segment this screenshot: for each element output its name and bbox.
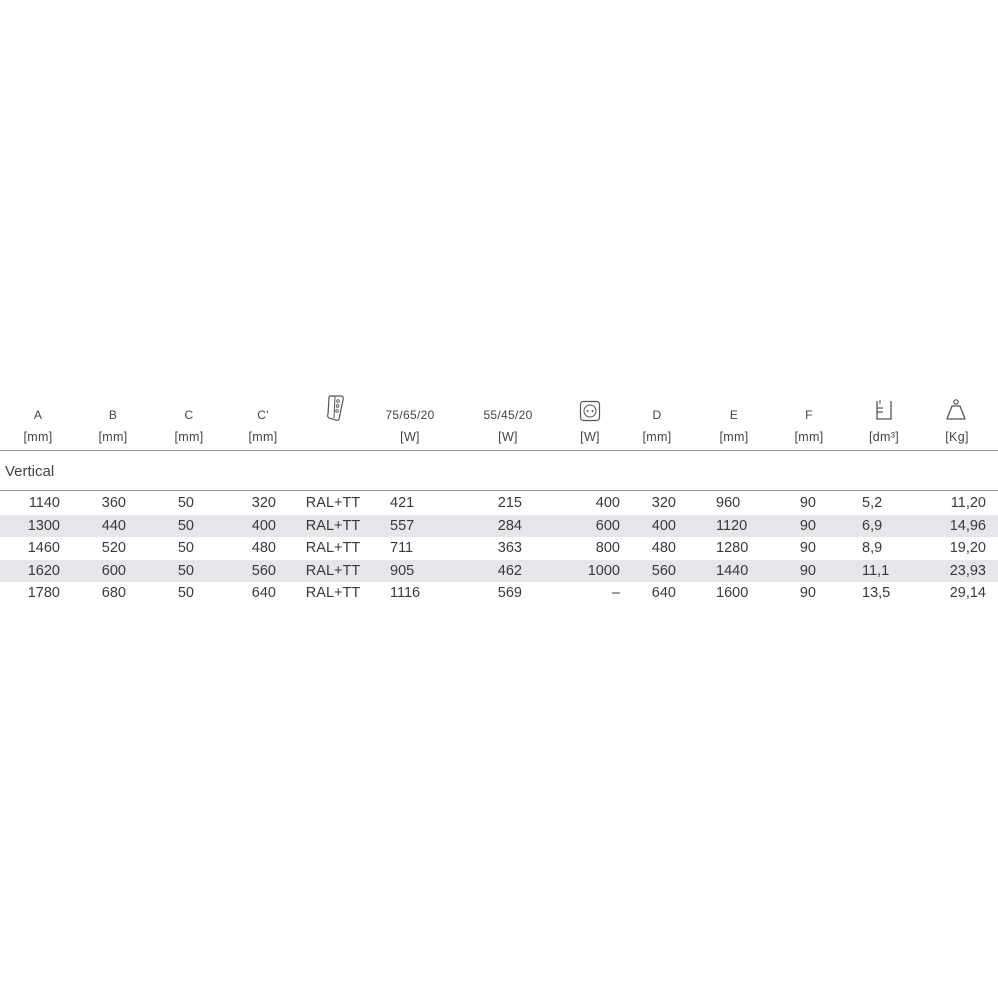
table-cell-e: 1440 (716, 562, 749, 579)
col-color-unit (316, 424, 356, 450)
table-cell-e: 1280 (716, 540, 749, 557)
section-label: Vertical (5, 463, 55, 480)
col-75-label: 75/65/20 (385, 408, 435, 422)
table-cell-vol: 6,9 (862, 517, 883, 534)
table-cell-b: 600 (101, 562, 126, 579)
col-a-label: A (33, 408, 43, 422)
table-cell-f: 90 (799, 562, 816, 579)
table-cell-f: 90 (799, 540, 816, 557)
water-volume-icon (864, 390, 904, 424)
table-cell-d: 640 (651, 585, 676, 602)
table-row (0, 560, 998, 583)
table-cell-el: 1000 (587, 562, 620, 579)
table-cell-w75: 421 (390, 495, 415, 512)
table-cell-e: 1600 (716, 585, 749, 602)
table-cell-d: 400 (651, 517, 676, 534)
table-cell-a: 1140 (28, 495, 60, 512)
table-cell-c2: 480 (251, 540, 276, 557)
table-cell-a: 1460 (27, 540, 60, 557)
weight-icon (936, 390, 976, 424)
table-cell-c: 50 (177, 540, 194, 557)
table-cell-vol: 5,2 (862, 495, 883, 512)
spec-table (0, 390, 998, 450)
table-cell-w75: 711 (390, 540, 414, 557)
table-cell-vol: 13,5 (862, 585, 891, 602)
table-row (0, 582, 998, 605)
table-cell-d: 560 (651, 562, 676, 579)
table-cell-w55: 569 (497, 585, 522, 602)
table-cell-f: 90 (799, 495, 816, 512)
header-label-row (0, 390, 998, 424)
header-unit-row (0, 424, 998, 450)
table-cell-color: RAL+TT (305, 562, 361, 579)
col-c-prime-unit: [mm] (248, 430, 278, 444)
table-cell-vol: 11,1 (862, 562, 890, 579)
table-cell-c2: 640 (251, 585, 276, 602)
table-cell-w55: 363 (497, 540, 522, 557)
data-rows (0, 492, 998, 605)
col-b-label: B (108, 408, 118, 422)
table-cell-kg: 14,96 (949, 517, 986, 534)
table-cell-el: 800 (595, 540, 620, 557)
col-55-unit: [W] (498, 430, 518, 444)
color-fan-icon (316, 390, 356, 424)
table-cell-c: 50 (177, 517, 194, 534)
header-divider (0, 450, 998, 451)
table-cell-f: 90 (799, 517, 816, 534)
table-cell-c2: 560 (251, 562, 276, 579)
col-55-label: 55/45/20 (483, 408, 533, 422)
table-row (0, 537, 998, 560)
table-cell-color: RAL+TT (305, 585, 361, 602)
table-cell-b: 360 (101, 495, 126, 512)
table-cell-color: RAL+TT (305, 495, 361, 512)
table-cell-vol: 8,9 (862, 540, 883, 557)
col-b-unit: [mm] (98, 430, 128, 444)
table-cell-kg: 23,93 (949, 562, 986, 579)
table-cell-w55: 462 (497, 562, 522, 579)
table-cell-el: 600 (595, 517, 620, 534)
col-c-prime-label: C' (257, 408, 269, 422)
table-cell-c: 50 (177, 562, 194, 579)
table-cell-c: 50 (177, 585, 194, 602)
electric-socket-icon (570, 390, 610, 424)
table-cell-color: RAL+TT (305, 517, 361, 534)
col-c-label: C (184, 408, 194, 422)
col-f-unit: [mm] (794, 430, 824, 444)
table-cell-c2: 400 (251, 517, 276, 534)
table-cell-el: 400 (595, 495, 620, 512)
table-cell-kg: 29,14 (949, 585, 986, 602)
table-cell-d: 320 (651, 495, 676, 512)
col-c-unit: [mm] (174, 430, 204, 444)
table-cell-c2: 320 (251, 495, 276, 512)
table-cell-a: 1780 (27, 585, 60, 602)
table-cell-c: 50 (177, 495, 194, 512)
table-cell-el: – (611, 585, 620, 602)
table-cell-color: RAL+TT (305, 540, 361, 557)
table-row (0, 492, 998, 515)
table-cell-w75: 557 (390, 517, 415, 534)
table-row (0, 515, 998, 538)
table-cell-kg: 11,20 (950, 495, 986, 512)
table-cell-a: 1620 (27, 562, 60, 579)
col-f-label: F (805, 408, 813, 422)
col-vol-unit: [dm³] (869, 430, 899, 444)
table-cell-kg: 19,20 (949, 540, 986, 557)
table-cell-w75: 905 (390, 562, 415, 579)
table-cell-b: 440 (101, 517, 126, 534)
section-divider (0, 490, 998, 491)
col-d-unit: [mm] (642, 430, 672, 444)
table-cell-b: 680 (101, 585, 126, 602)
col-75-unit: [W] (400, 430, 420, 444)
table-cell-e: 1120 (716, 517, 748, 534)
table-cell-e: 960 (716, 495, 741, 512)
col-e-unit: [mm] (719, 430, 749, 444)
table-cell-b: 520 (101, 540, 126, 557)
table-cell-a: 1300 (27, 517, 60, 534)
table-cell-f: 90 (799, 585, 816, 602)
col-kg-unit: [Kg] (945, 430, 969, 444)
col-a-unit: [mm] (23, 430, 53, 444)
col-el-unit: [W] (580, 430, 600, 444)
table-cell-d: 480 (651, 540, 676, 557)
table-cell-w75: 1116 (390, 585, 421, 602)
col-e-label: E (729, 408, 739, 422)
table-cell-w55: 284 (497, 517, 522, 534)
col-d-label: D (652, 408, 662, 422)
table-cell-w55: 215 (497, 495, 522, 512)
